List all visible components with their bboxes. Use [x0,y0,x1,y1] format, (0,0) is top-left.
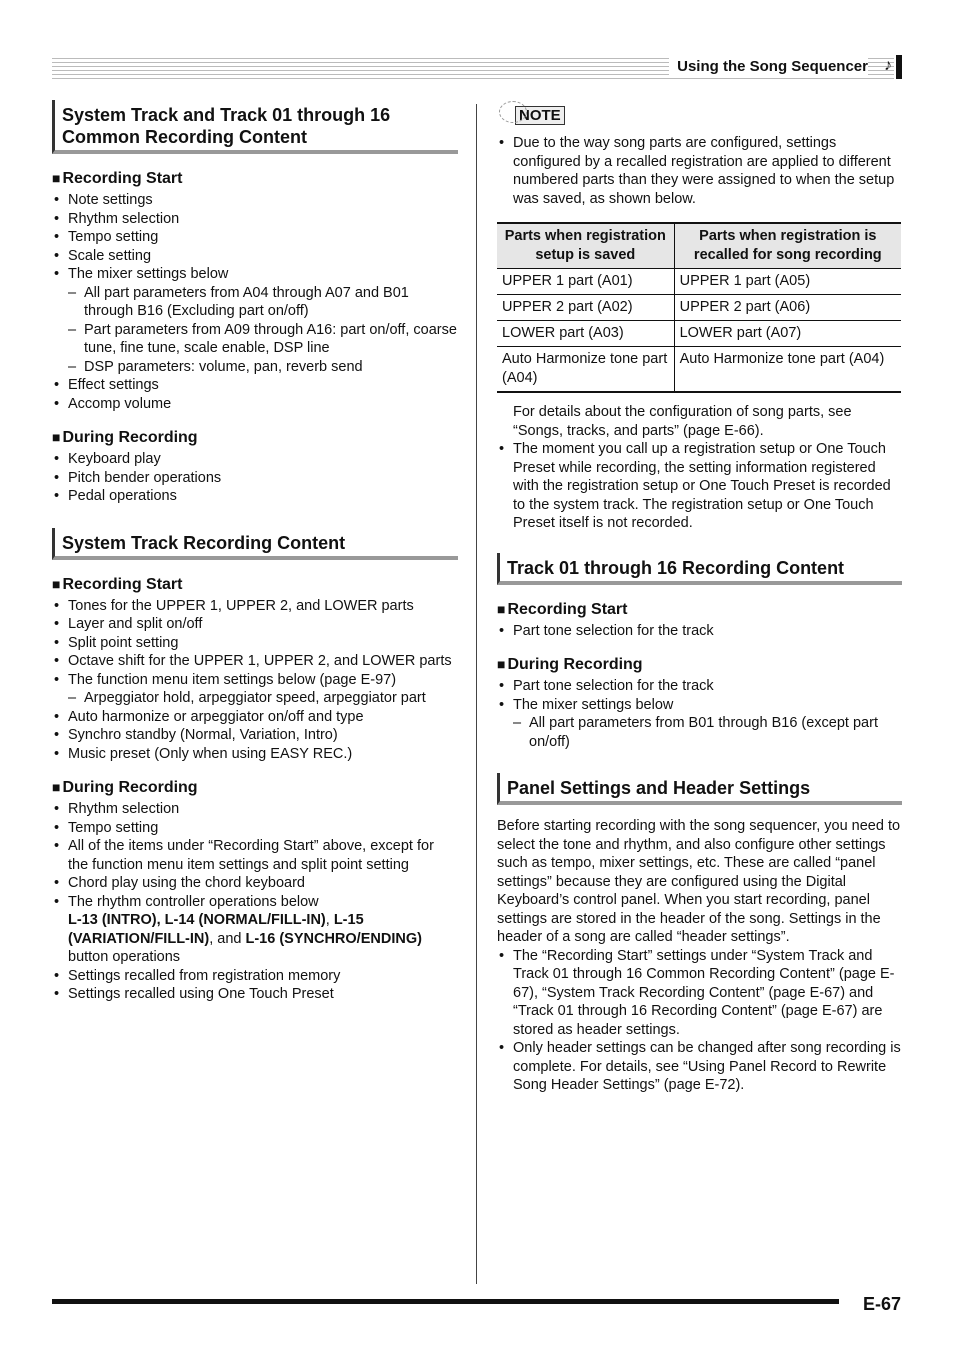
sub-list-item: – DSP parameters: volume, pan, reverb send [68,358,458,377]
table-cell: UPPER 2 part (A06) [674,295,901,321]
list-item: • Settings recalled from registration memory [52,967,458,986]
list-item: • Tempo setting [52,228,458,247]
bullet-list [52,800,458,1004]
footer-rule [52,1299,839,1304]
square-bullet-icon: ■ [52,575,61,592]
table-cell: Auto Harmonize tone part (A04) [674,347,901,393]
dash-list [68,284,458,377]
list-item: • Auto harmonize or arpeggiator on/off and type [52,708,458,727]
table-cell: UPPER 1 part (A05) [674,269,901,295]
list-item: • Only header settings can be changed after song recording is complete. For details, see “Using Panel Record to Rewrite Song Header Settings” (page E-72). [497,1039,902,1095]
list-item: • Settings recalled using One Touch Preset [52,985,458,1004]
column-divider [476,104,477,1284]
square-bullet-icon: ■ [497,656,506,672]
dash-list [513,714,902,751]
table-row [497,295,901,321]
subheading: ■ During Recording [497,656,643,673]
table-row [497,269,901,295]
list-item: • The “Recording Start” settings under “System Track and Track 01 through 16 Common Recording Content” (page E-67), “System Track Recording Content” (page E-67) and “Track 01 through 16 Recording Content” (page E-67) are stored as header settings. [497,947,902,1040]
table-header: Parts when registration setup is saved [497,223,674,269]
note-list [497,134,902,208]
list-item: • Pitch bender operations [52,469,458,488]
bullet-list [497,622,902,641]
table-header-row [497,223,901,269]
dash-list [68,689,458,708]
button-ref: L-15 (VARIATION/FILL-IN) [68,912,364,947]
square-bullet-icon: ■ [52,170,61,186]
table-cell: UPPER 1 part (A01) [497,269,674,295]
list-item: • The mixer settings below – All part parameters from B01 through B16 (except part on/off) [497,696,902,752]
list-item: • Synchro standby (Normal, Variation, Intro) [52,726,458,745]
list-item: • Part tone selection for the track [497,622,902,641]
list-item: • Tempo setting [52,819,458,838]
list-item: • Effect settings [52,376,458,395]
list-item: • Scale setting [52,247,458,266]
sub-list-item: – All part parameters from B01 through B16 (except part on/off) [513,714,902,751]
list-item: • All of the items under “Recording Start” above, except for the function menu item settings and split point setting [52,837,458,874]
list-item: • Tones for the UPPER 1, UPPER 2, and LOWER parts [52,597,458,616]
square-bullet-icon: ■ [497,600,506,617]
list-item: • The rhythm controller operations below L-13 (INTRO), L-14 (NORMAL/FILL-IN), L-15 (VARIATION/FILL-IN), and L-16 (SYNCHRO/ENDING) button operations [52,893,458,967]
header-end-bar [896,55,902,79]
button-ref: L-13 (INTRO), L-14 (NORMAL/FILL-IN) [68,912,326,928]
list-item: • The mixer settings below – All part parameters from A04 through A07 and B01 through B16 (Excluding part on/off) – Part parameters from A09 through A16: part on/off, coarse tune, fine tune, scale enable, DSP line – DSP parameters: volume, pan, reverb send [52,265,458,376]
bullet-list [497,947,902,1095]
list-item: • Accomp volume [52,395,458,414]
square-bullet-icon: ■ [52,429,61,445]
sub-list-item: – Arpeggiator hold, arpeggiator speed, arpeggiator part [68,689,458,708]
section-title: Track 01 through 16 Recording Content [497,553,902,585]
page-number: E-67 [862,1294,901,1314]
section-title: Panel Settings and Header Settings [497,773,902,805]
list-item: • Chord play using the chord keyboard [52,874,458,893]
list-item: • Keyboard play [52,450,458,469]
list-item: • The function menu item settings below (page E-97) – Arpeggiator hold, arpeggiator speed, arpeggiator part [52,671,458,708]
list-item: • Split point setting [52,634,458,653]
music-note-icon: ♪ [884,57,892,74]
table-row [497,321,901,347]
left-column [52,100,458,1004]
bullet-list [497,677,902,751]
bullet-list [52,191,458,413]
table-cell: LOWER part (A07) [674,321,901,347]
table-header: Parts when registration is recalled for song recording [674,223,901,269]
list-item: • Pedal operations [52,487,458,506]
table-cell: Auto Harmonize tone part (A04) [497,347,674,393]
sub-list-item: – All part parameters from A04 through A07 and B01 through B16 (Excluding part on/off) [68,284,458,321]
list-item: • Layer and split on/off [52,615,458,634]
table-row [497,347,901,393]
section-title: System Track and Track 01 through 16 Common Recording Content [52,100,458,154]
list-item: • Music preset (Only when using EASY REC.) [52,745,458,764]
subheading: ■ Recording Start [52,575,183,593]
note-icon [499,101,527,123]
subheading: ■ Recording Start [52,170,183,187]
list-item: • Rhythm selection [52,210,458,229]
parts-table [497,222,901,393]
bullet-list [52,450,458,506]
subheading: ■ Recording Start [497,600,628,618]
list-item: • Rhythm selection [52,800,458,819]
list-item: • Octave shift for the UPPER 1, UPPER 2, and LOWER parts [52,652,458,671]
running-header [52,55,902,79]
button-ref: L-16 (SYNCHRO/ENDING) [245,930,422,947]
list-item: • The moment you call up a registration setup or One Touch Preset while recording, the setting information registered with the registration setup or One Touch Preset is recorded to the system track. The registration setup or One Touch Preset itself is not recorded. [497,440,902,533]
table-cell: UPPER 2 part (A02) [497,295,674,321]
subheading: ■ During Recording [52,429,198,446]
note-paragraph: For details about the configuration of song parts, see “Songs, tracks, and parts” (page E-66). [513,404,852,439]
table-cell: LOWER part (A03) [497,321,674,347]
note-label: NOTE [499,104,565,128]
header-title: Using the Song Sequencer [669,58,868,75]
sub-list-item: – Part parameters from A09 through A16: part on/off, coarse tune, fine tune, scale enable, DSP line [68,321,458,358]
square-bullet-icon: ■ [52,779,61,795]
bullet-list [52,597,458,764]
body-paragraph: Before starting recording with the song sequencer, you need to select the tone and rhythm, and also configure other settings such as tempo, mixer settings, etc. These are called “panel settings” because they are configured using the Digital Keyboard’s control panel. When you start recording, panel settings are stored in the header of the song. Settings in the header of a song are called “header settings”. [497,818,901,945]
list-item: • Due to the way song parts are configured, settings configured by a recalled registration are applied to different numbered parts than they were assigned to when the setup was saved, as shown below. [497,134,902,208]
note-list [497,440,902,533]
right-column [497,104,902,1095]
subheading: ■ During Recording [52,779,198,796]
list-item: • Part tone selection for the track [497,677,902,696]
list-item: • Note settings [52,191,458,210]
section-title: System Track Recording Content [52,528,458,560]
